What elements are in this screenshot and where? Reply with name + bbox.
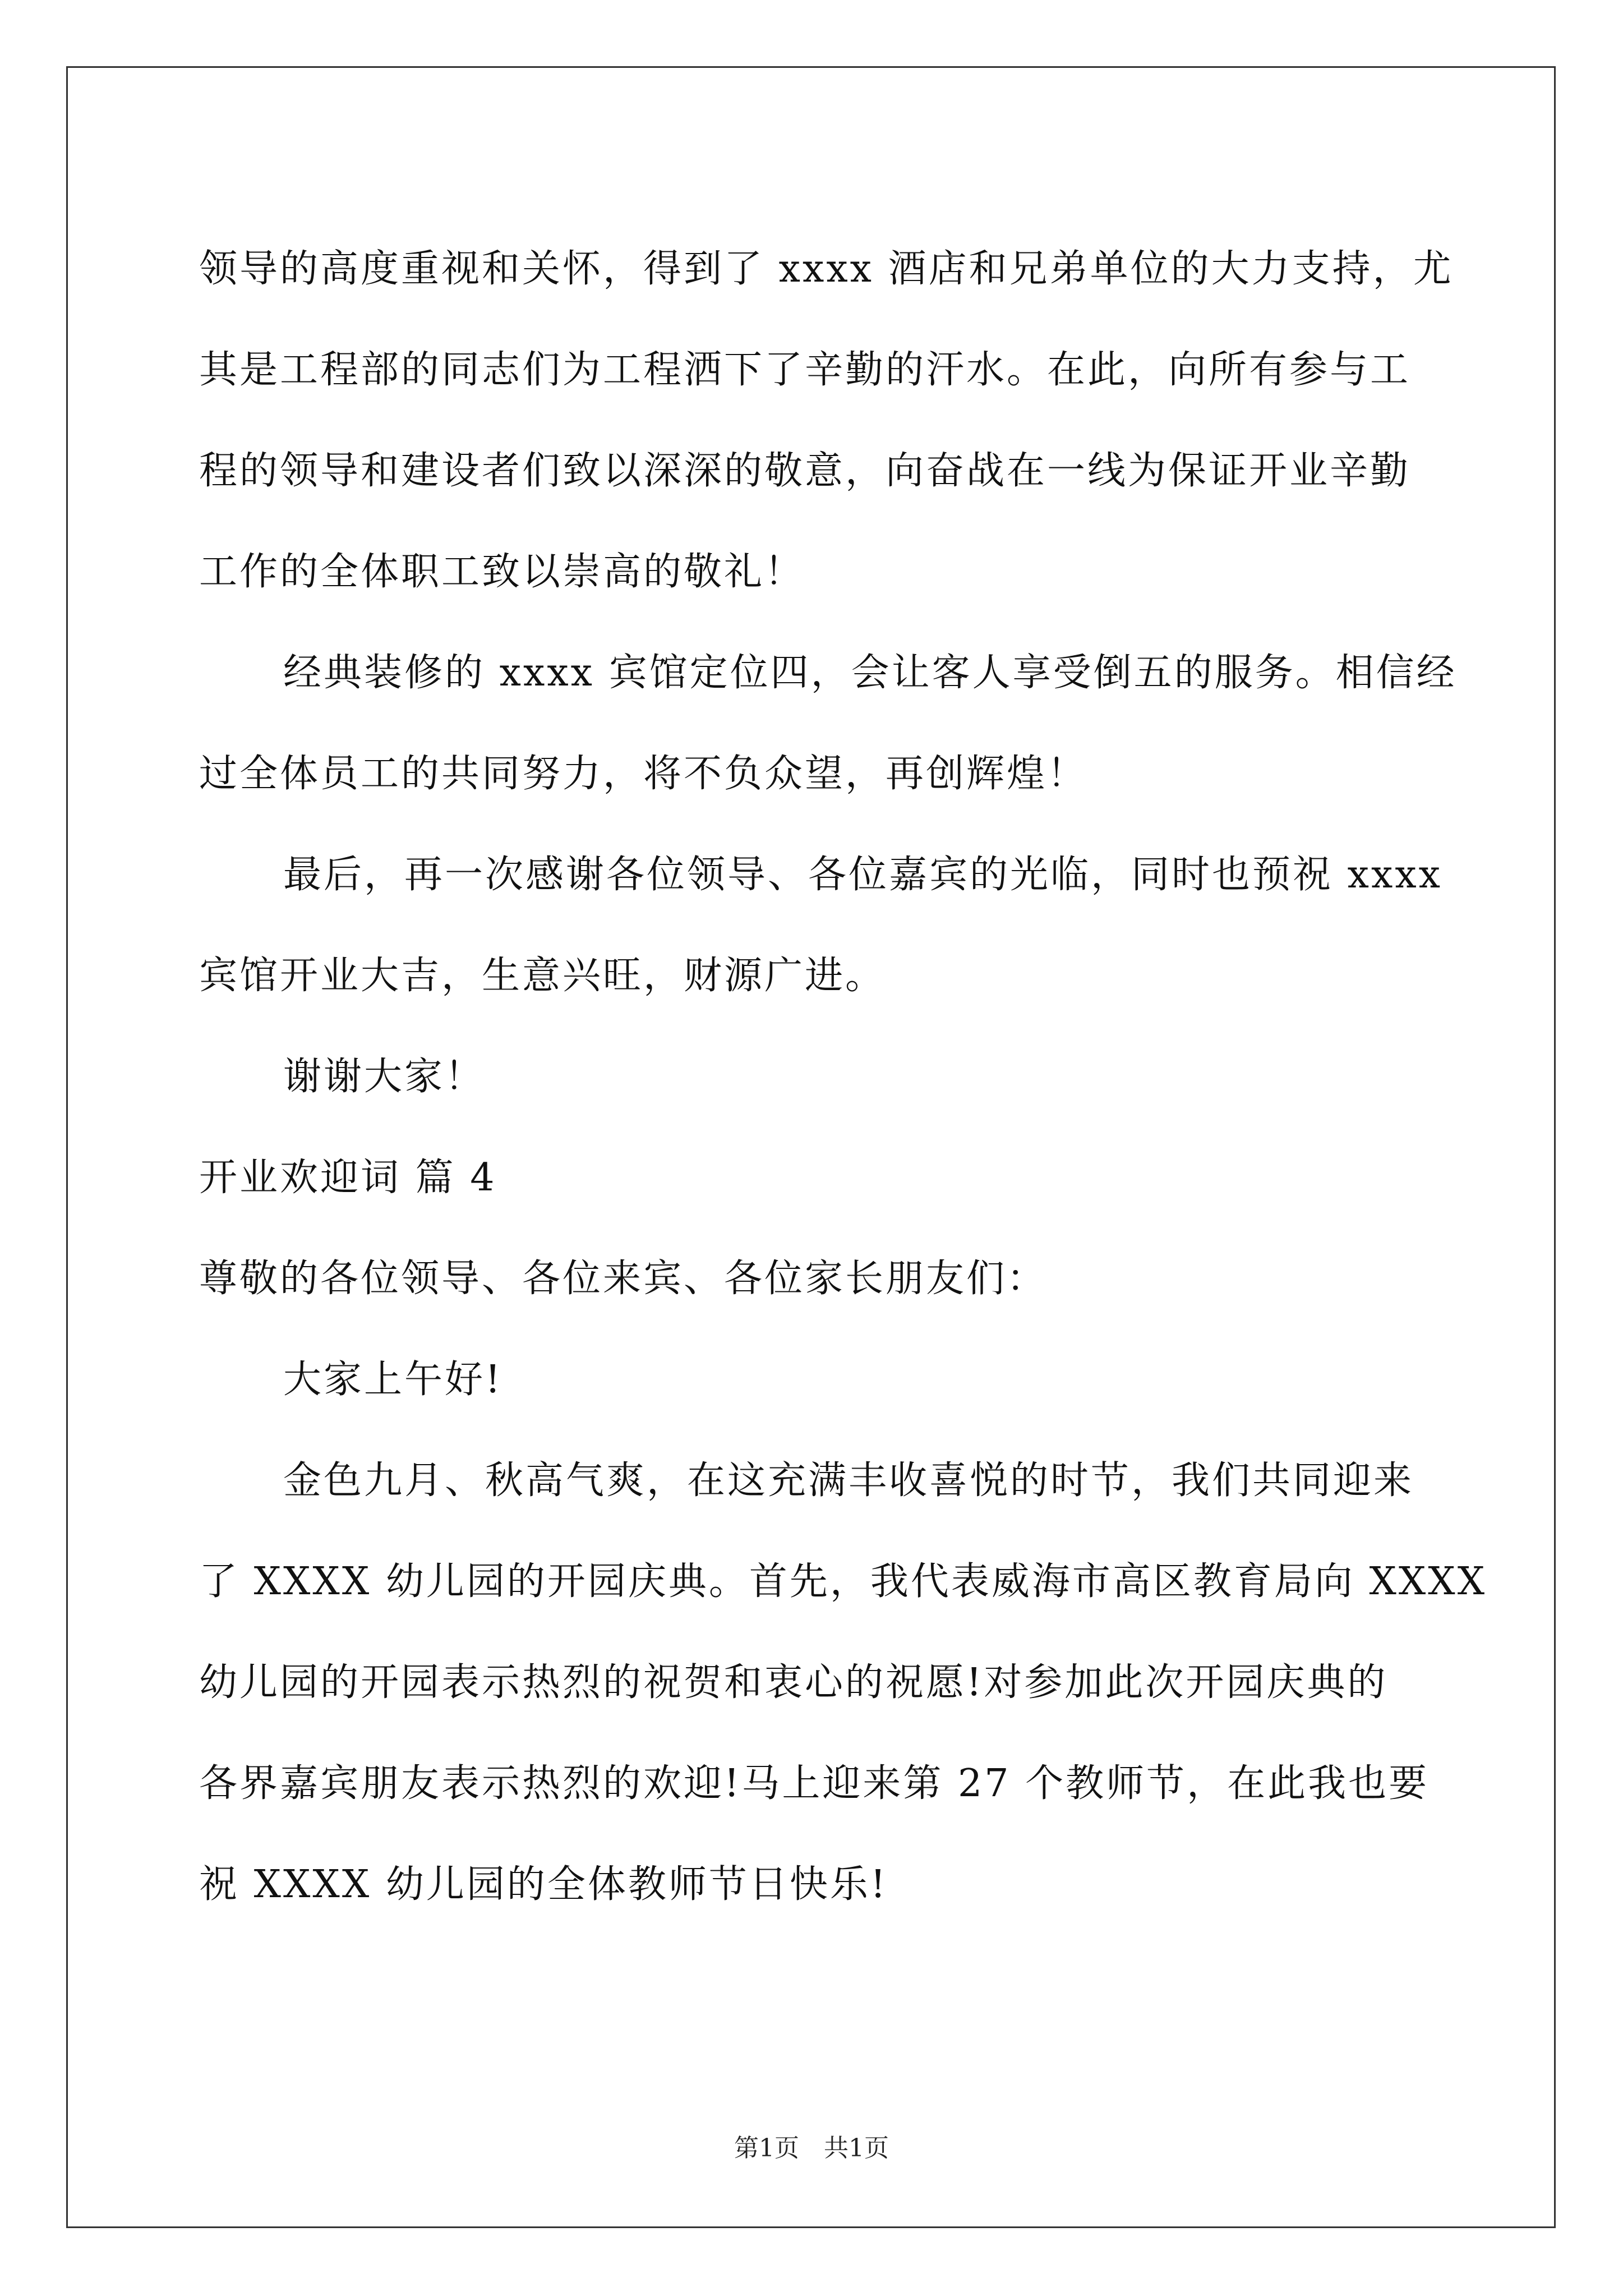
paragraph-line: 谢谢大家！ bbox=[283, 1055, 486, 1099]
paragraph-line: 最后，再一次感谢各位领导、各位嘉宾的光临，同时也预祝 xxxx bbox=[283, 853, 1443, 897]
paragraph-line: 领导的高度重视和关怀，得到了 xxxx 酒店和兄弟单位的大力支持，尤 bbox=[199, 247, 1454, 291]
paragraph-line: 宾馆开业大吉，生意兴旺，财源广进。 bbox=[199, 954, 886, 998]
salutation-line: 尊敬的各位领导、各位来宾、各位家长朋友们： bbox=[199, 1257, 1048, 1301]
paragraph-line: 幼儿园的开园表示热烈的祝贺和衷心的祝愿!对参加此次开园庆典的 bbox=[199, 1660, 1388, 1705]
paragraph-line: 过全体员工的共同努力，将不负众望，再创辉煌！ bbox=[199, 752, 1088, 796]
paragraph-line: 程的领导和建设者们致以深深的敬意，向奋战在一线为保证开业辛勤 bbox=[199, 449, 1411, 493]
section-heading: 开业欢迎词 篇 4 bbox=[199, 1156, 497, 1200]
paragraph-line: 经典装修的 xxxx 宾馆定位四，会让客人享受倒五的服务。相信经 bbox=[283, 651, 1457, 695]
paragraph-line: 祝 XXXX 幼儿园的全体教师节日快乐! bbox=[199, 1862, 888, 1907]
paragraph-line: 各界嘉宾朋友表示热烈的欢迎!马上迎来第 27 个教师节，在此我也要 bbox=[199, 1761, 1430, 1806]
paragraph-line: 大家上午好! bbox=[283, 1358, 503, 1402]
paragraph-line: 了 XXXX 幼儿园的开园庆典。首先，我代表威海市高区教育局向 XXXX bbox=[199, 1559, 1487, 1604]
document-body bbox=[199, 219, 1487, 1935]
paragraph-line: 金色九月、秋高气爽，在这充满丰收喜悦的时节，我们共同迎来 bbox=[283, 1458, 1414, 1503]
paragraph-line: 其是工程部的同志们为工程洒下了辛勤的汗水。在此，向所有参与工 bbox=[199, 348, 1411, 392]
page-footer: 第1页 共1页 bbox=[734, 2134, 889, 2162]
paragraph-line: 工作的全体职工致以崇高的敬礼！ bbox=[199, 550, 805, 594]
